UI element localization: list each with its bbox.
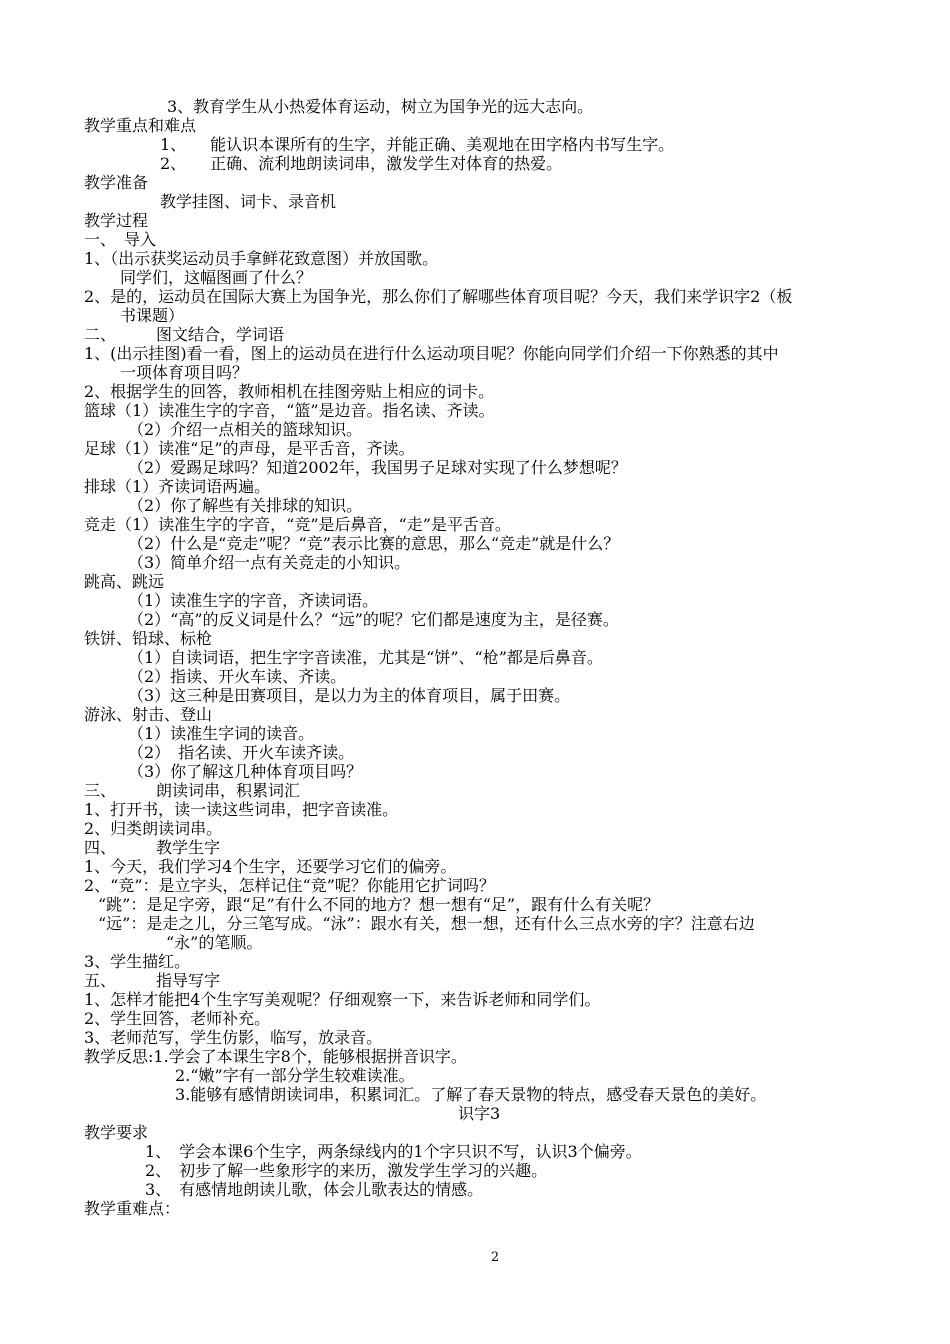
text-line: 2、是的，运动员在国际大赛上为国争光，那么你们了解哪些体育项目呢？今天，我们来学识字2（板	[84, 287, 793, 306]
section-heading: 教学要求	[84, 1123, 149, 1142]
text-line: 同学们，这幅图画了什么？	[120, 268, 313, 287]
text-line: 书课题）	[120, 306, 185, 325]
text-line: 排球（1）齐读词语两遍。	[84, 477, 271, 496]
text-line: 篮球（1）读准生字的字音，“篮”是边音。指名读、齐读。	[84, 401, 495, 420]
text-line: 2、 初步了解一些象形字的来历，激发学生学习的兴趣。	[145, 1161, 548, 1180]
text-line: 1、 学会本课6个生字，两条绿线内的1个字只识不写，认识3个偏旁。	[145, 1142, 642, 1161]
text-line: （3）你了解这几种体育项目吗？	[128, 762, 363, 781]
text-line: （1）读准生字词的读音。	[128, 724, 315, 743]
text-line: 3、教育学生从小热爱体育运动，树立为国争光的远大志向。	[167, 97, 594, 116]
text-line: 1、怎样才能把4个生字写美观呢？仔细观察一下，来告诉老师和同学们。	[84, 990, 601, 1009]
text-line: 1、（出示获奖运动员手拿鲜花致意图）并放国歌。	[84, 249, 439, 268]
text-line: 1、今天，我们学习4个生字，还要学习它们的偏旁。	[84, 857, 457, 876]
text-line: （1）读准生字的字音，齐读词语。	[128, 591, 379, 610]
text-line: （1）自读词语，把生字字音读准，尤其是“饼”、“枪”都是后鼻音。	[128, 648, 603, 667]
text-line: 2、“竞”：是立字头，怎样记住“竞”呢？你能用它扩词吗？	[84, 876, 495, 895]
text-line: （3）简单介绍一点有关竞走的小知识。	[128, 553, 411, 572]
section-heading: 教学准备	[84, 173, 149, 192]
text-line: （2） 指名读、开火车读齐读。	[128, 743, 355, 762]
text-line: 2、 正确、流利地朗读词串，激发学生对体育的热爱。	[160, 154, 563, 173]
text-line: 足球（1）读准“足”的声母，是平舌音，齐读。	[84, 439, 415, 458]
text-line: 竞走（1）读准生字的字音，“竞”是后鼻音，“走”是平舌音。	[84, 515, 511, 534]
section-heading: 教学重点和难点	[84, 116, 197, 135]
text-line: 四、 教学生字	[84, 838, 221, 857]
text-line: （3）这三种是田赛项目，是以力为主的体育项目，属于田赛。	[128, 686, 571, 705]
text-line: （2）介绍一点相关的篮球知识。	[128, 420, 363, 439]
text-line: 2.“嫩”字有一部分学生较难读准。	[175, 1066, 415, 1085]
text-line: 1、(出示挂图)看一看，图上的运动员在进行什么运动项目呢？你能向同学们介绍一下你熟悉的其中	[84, 344, 779, 363]
text-line: 2、学生回答，老师补充。	[84, 1009, 271, 1028]
text-line: 1、 能认识本课所有的生字，并能正确、美观地在田字格内书写生字。	[160, 135, 675, 154]
text-line: 2、根据学生的回答，教师相机在挂图旁贴上相应的词卡。	[84, 382, 495, 401]
text-line: 一项体育项目吗？	[120, 363, 249, 382]
text-line: 1、打开书，读一读这些词串，把字音读准。	[84, 800, 399, 819]
section-heading: 教学重难点：	[84, 1199, 181, 1218]
text-line: 五、 指导写字	[84, 971, 221, 990]
text-line: 二、 图文结合，学词语	[84, 325, 285, 344]
text-line: （2）你了解些有关排球的知识。	[128, 496, 363, 515]
section-heading: 教学过程	[84, 211, 149, 230]
text-line: 跳高、跳远	[84, 572, 165, 591]
text-line: “远”：是走之儿，分三笔写成。“泳”：跟水有关，想一想，还有什么三点水旁的字？注意右边	[98, 914, 755, 933]
text-line: （2）爱踢足球吗？知道2002年，我国男子足球对实现了什么梦想呢？	[128, 458, 627, 477]
text-line: 教学反思:1.学会了本课生字8个，能够根据拼音识字。	[84, 1047, 467, 1066]
text-line: （2）指读、开火车读、齐读。	[128, 667, 347, 686]
text-line: “跳”：是足字旁，跟“足”有什么不同的地方？想一想有“足”，跟有什么有关呢？	[98, 895, 660, 914]
text-line: 游泳、射击、登山	[84, 705, 213, 724]
text-line: 2、归类朗读词串。	[84, 819, 223, 838]
text-line: 一、 导入	[84, 230, 157, 249]
lesson-title: 识字3	[458, 1104, 501, 1123]
page-number: 2	[490, 1250, 500, 1265]
text-line: （2）什么是“竞走”呢？“竞”表示比赛的意思，那么“竞走”就是什么？	[128, 534, 620, 553]
text-line: 3.能够有感情朗读词串，积累词汇。了解了春天景物的特点，感受春天景色的美好。	[175, 1085, 767, 1104]
text-line: 教学挂图、词卡、录音机	[160, 192, 337, 211]
text-line: （2）“高”的反义词是什么？“远”的呢？它们都是速度为主，是径赛。	[128, 610, 619, 629]
text-line: 3、学生描红。	[84, 952, 191, 971]
text-line: 三、 朗读词串，积累词汇	[84, 781, 301, 800]
text-line: 3、老师范写，学生仿影，临写，放录音。	[84, 1028, 383, 1047]
text-line: 铁饼、铅球、标枪	[84, 629, 213, 648]
text-line: “永”的笔顺。	[166, 933, 263, 952]
text-line: 3、 有感情地朗读儿歌，体会儿歌表达的情感。	[145, 1180, 484, 1199]
